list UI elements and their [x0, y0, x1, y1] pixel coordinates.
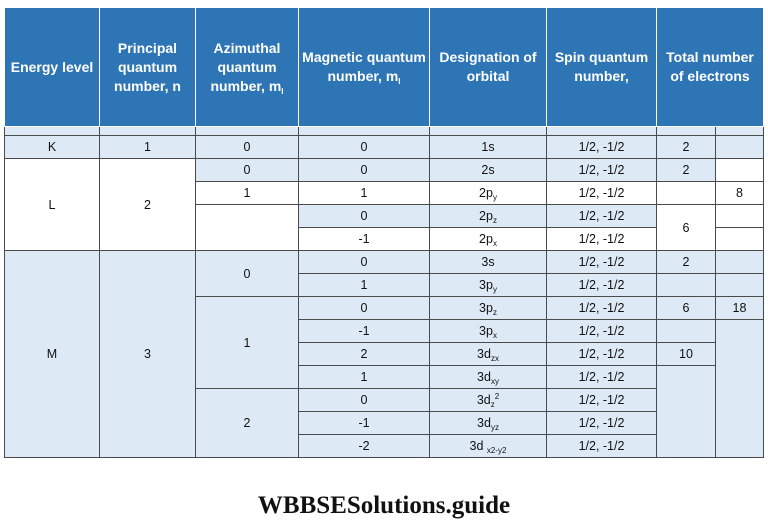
subshell-total: 10	[657, 343, 716, 366]
shell-total-cell	[716, 228, 764, 251]
table-row	[5, 136, 764, 159]
magnetic-value: 0	[299, 297, 430, 320]
orbital-designation: $3d_{xy}$	[430, 366, 547, 389]
magnetic-value: -1	[299, 320, 430, 343]
magnetic-value: 0	[299, 205, 430, 228]
orbital-designation: $3d_{zx}$	[430, 343, 547, 366]
azimuthal-m1: 1	[196, 297, 299, 389]
spin-value: 1/2, -1/2	[547, 136, 657, 159]
subshell-total-cell	[657, 320, 716, 343]
spin-value: 1/2, -1/2	[547, 389, 657, 412]
subshell-total-cell	[657, 366, 716, 458]
orbital-designation: $2p_x$	[430, 228, 547, 251]
magnetic-value: 0	[299, 389, 430, 412]
shell-total-cell	[716, 274, 764, 297]
table-row	[5, 251, 764, 274]
magnetic-value: 1	[299, 274, 430, 297]
subshell-total: 2	[657, 159, 716, 182]
magnetic-value: -1	[299, 228, 430, 251]
shell-total-cell	[716, 251, 764, 274]
site-watermark: WBBSESolutions.guide	[257, 492, 511, 519]
header-principal: Principal quantum number, n	[100, 8, 196, 127]
shell-total-cell	[716, 320, 764, 458]
shell-total-cell	[716, 159, 764, 182]
spacer-row	[5, 127, 764, 136]
azimuthal-k: 0	[196, 136, 299, 159]
spin-value: 1/2, -1/2	[547, 205, 657, 228]
header-azimuthal-sub: l	[281, 86, 284, 96]
orbital-designation: 3s	[430, 251, 547, 274]
orbital-designation: 1s	[430, 136, 547, 159]
azimuthal-l0: 0	[196, 159, 299, 182]
table-header	[5, 8, 764, 127]
orbital-designation: $3d_{yz}$	[430, 412, 547, 435]
level-k: K	[5, 136, 100, 159]
subshell-total: 2	[657, 251, 716, 274]
level-m: M	[5, 251, 100, 458]
header-azimuthal-text: Azimuthal quantum number, m	[210, 39, 282, 94]
header-magnetic-sub: l	[398, 77, 401, 86]
spin-value: 1/2, -1/2	[547, 320, 657, 343]
shell-total-l: 8	[716, 182, 764, 205]
subshell-total: 6	[657, 297, 716, 320]
magnetic-value: 0	[299, 159, 430, 182]
spin-value: 1/2, -1/2	[547, 251, 657, 274]
azimuthal-blank	[196, 205, 299, 251]
orbital-designation: $3p_x$	[430, 320, 547, 343]
header-spin: Spin quantum number,	[547, 8, 657, 127]
header-energy-level: Energy level	[5, 8, 100, 127]
n-l: 2	[100, 159, 196, 251]
subshell-total: 2	[657, 136, 716, 159]
magnetic-value: 0	[299, 136, 430, 159]
shell-total-cell	[716, 136, 764, 159]
azimuthal-m2: 2	[196, 389, 299, 458]
n-k: 1	[100, 136, 196, 159]
spin-value: 1/2, -1/2	[547, 159, 657, 182]
header-magnetic-text: Magnetic quantum number, m	[302, 49, 426, 84]
orbital-designation: $3d_z^2$	[430, 389, 547, 412]
table-body	[5, 127, 764, 458]
header-azimuthal	[196, 8, 299, 127]
orbital-designation: $2p_z$	[430, 205, 547, 228]
magnetic-value: 2	[299, 343, 430, 366]
magnetic-value: 1	[299, 182, 430, 205]
quantum-numbers-table	[4, 7, 764, 458]
orbital-designation: 2s	[430, 159, 547, 182]
n-m: 3	[100, 251, 196, 458]
spin-value: 1/2, -1/2	[547, 274, 657, 297]
spin-value: 1/2, -1/2	[547, 366, 657, 389]
azimuthal-l1: 1	[196, 182, 299, 205]
spin-value: 1/2, -1/2	[547, 435, 657, 458]
spin-value: 1/2, -1/2	[547, 412, 657, 435]
table-row	[5, 159, 764, 182]
spin-value: 1/2, -1/2	[547, 228, 657, 251]
spin-value: 1/2, -1/2	[547, 297, 657, 320]
orbital-designation: $2p_y$	[430, 182, 547, 205]
shell-total-m: 18	[716, 297, 764, 320]
shell-total-cell	[716, 205, 764, 228]
header-magnetic	[299, 8, 430, 127]
spin-value: 1/2, -1/2	[547, 343, 657, 366]
spin-value: 1/2, -1/2	[547, 182, 657, 205]
orbital-designation: 3d $_{x2-y2}$	[430, 435, 547, 458]
subshell-total-cell	[657, 182, 716, 205]
orbital-designation: $3p_z$	[430, 297, 547, 320]
magnetic-value: 1	[299, 366, 430, 389]
orbital-designation: $3p_y$	[430, 274, 547, 297]
magnetic-value: -2	[299, 435, 430, 458]
magnetic-value: 0	[299, 251, 430, 274]
azimuthal-m0: 0	[196, 251, 299, 297]
subshell-total-cell	[657, 274, 716, 297]
level-l: L	[5, 159, 100, 251]
header-total-electrons: Total number of electrons	[657, 8, 764, 127]
magnetic-value: -1	[299, 412, 430, 435]
header-orbital: Designation of orbital	[430, 8, 547, 127]
subshell-total: 6	[657, 205, 716, 251]
